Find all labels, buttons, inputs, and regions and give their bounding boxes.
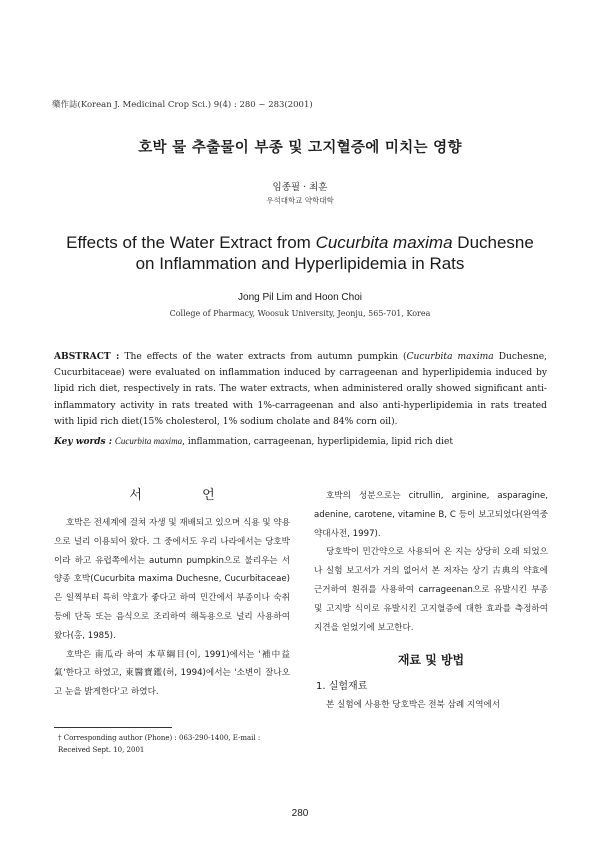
footnote-line-2: Received Sept. 10, 2001 <box>58 746 145 754</box>
korean-title: 호박 물 추출물이 부종 및 고지혈증에 미치는 영향 <box>138 140 462 156</box>
methods-text <box>314 696 548 715</box>
keywords <box>54 436 547 447</box>
title-line1-post: Duchesne <box>452 233 534 252</box>
korean-authors: 임종필 · 최훈 <box>272 182 328 193</box>
intro-paragraph-2: 호박은 南瓜라 하여 本草綱目(이, 1991)에서는 '補中益氣'한다고 하였고, 東醫寶鑑(허, 1994)에서는 '소변이 잘나오고 눈을 밝게한다'고 하였다. <box>54 649 290 698</box>
keywords-rest: , inflammation, carrageenan, hyperlipidemia, lipid rich diet <box>182 437 453 447</box>
english-authors: Jong Pil Lim and Hoon Choi <box>238 292 362 303</box>
abstract-label: ABSTRACT : <box>54 351 120 362</box>
abstract-text-pre: The effects of the water extracts from autumn pumpkin ( <box>119 352 407 362</box>
keywords-label: Key words : <box>54 437 113 447</box>
footnote <box>58 732 260 756</box>
english-title <box>0 232 600 274</box>
title-line1-pre: Effects of the Water Extract from <box>66 233 316 252</box>
methods-paragraph-1: 본 실험에 사용한 당호박은 전북 삼례 지역에서 <box>326 700 501 710</box>
intro-paragraph-3: 호박의 성분으로는 citrullin, arginine, asparagine, adenine, carotene, vitamine B, C 등이 보고되었다(완역중약대사전, 1997). <box>314 491 548 539</box>
intro-paragraph-4: 당호박이 민간약으로 사용되어 온 지는 상당히 오래 되었으나 실험 보고서가 거의 없어서 본 저자는 상기 古典의 약효에 근거하여 흰쥐를 사용하여 carrageenan으로 유발시킨 부종 및 고지방 식이로 유발시킨 고지혈증에 대한 효과를 측정하여 지견을 얻었기에 보고한다. <box>314 547 548 633</box>
abstract-species: Cucurbita maxima <box>406 352 494 362</box>
abstract-text-post: Duchesne, Cucurbitaceae) were evaluated on inflammation induced by carrageenan and hyperlipidemia induced by lipid rich diet, respectively in rats. The water extracts, when administered orally showed significant anti-inflammatory activity in rats treated with 1%-carrageenan and also anti-hyperlipidemia in rats treated with lipid rich diet(15% cholesterol, 1% sodium cholate and 84% corn oil). <box>54 352 548 427</box>
korean-affiliation: 우석대학교 약학대학 <box>266 196 334 205</box>
journal-header: 藥作誌(Korean J. Medicinal Crop Sci.) 9(4) : 280 ~ 283(2001) <box>52 100 313 110</box>
title-species: Cucurbita maxima <box>315 233 453 252</box>
right-column <box>314 487 548 637</box>
methods-subheading: 1. 실험재료 <box>316 681 368 692</box>
methods-heading: 재료 및 방법 <box>397 653 465 667</box>
english-affiliation: College of Pharmacy, Woosuk University, Jeonju, 565-701, Korea <box>169 309 431 318</box>
abstract <box>54 349 547 430</box>
intro-paragraph-1: 호박은 전세계에 걸쳐 자생 및 재배되고 있으며 식용 및 약용으로 널리 이용되어 왔다. 그 중에서도 우리 나라에서는 당호박이라 하고 유럽쪽에서는 autumn pumpkin으로 불리우는 서양종 호박(Cucurbita maxima Duchesne, Cucurbitaceae)은 일찍부터 특히 약효가 좋다고 하여 민간에서 부종이나 숙취 등에 단독 또는 음식으로 조리하여 해독용으로 널리 사용하여 왔다(홍, 1985). <box>54 518 290 641</box>
keywords-species: Cucurbita maxima <box>114 436 183 446</box>
left-column <box>54 514 290 702</box>
title-line2: on Inflammation and Hyperlipidemia in Rats <box>135 254 465 273</box>
footnote-line-1: † Corresponding author (Phone) : 063-290-1400, E-mail : <box>58 734 261 742</box>
page-number: 280 <box>291 808 309 819</box>
intro-heading: 서 언 <box>129 488 243 503</box>
footnote-rule <box>54 727 172 728</box>
